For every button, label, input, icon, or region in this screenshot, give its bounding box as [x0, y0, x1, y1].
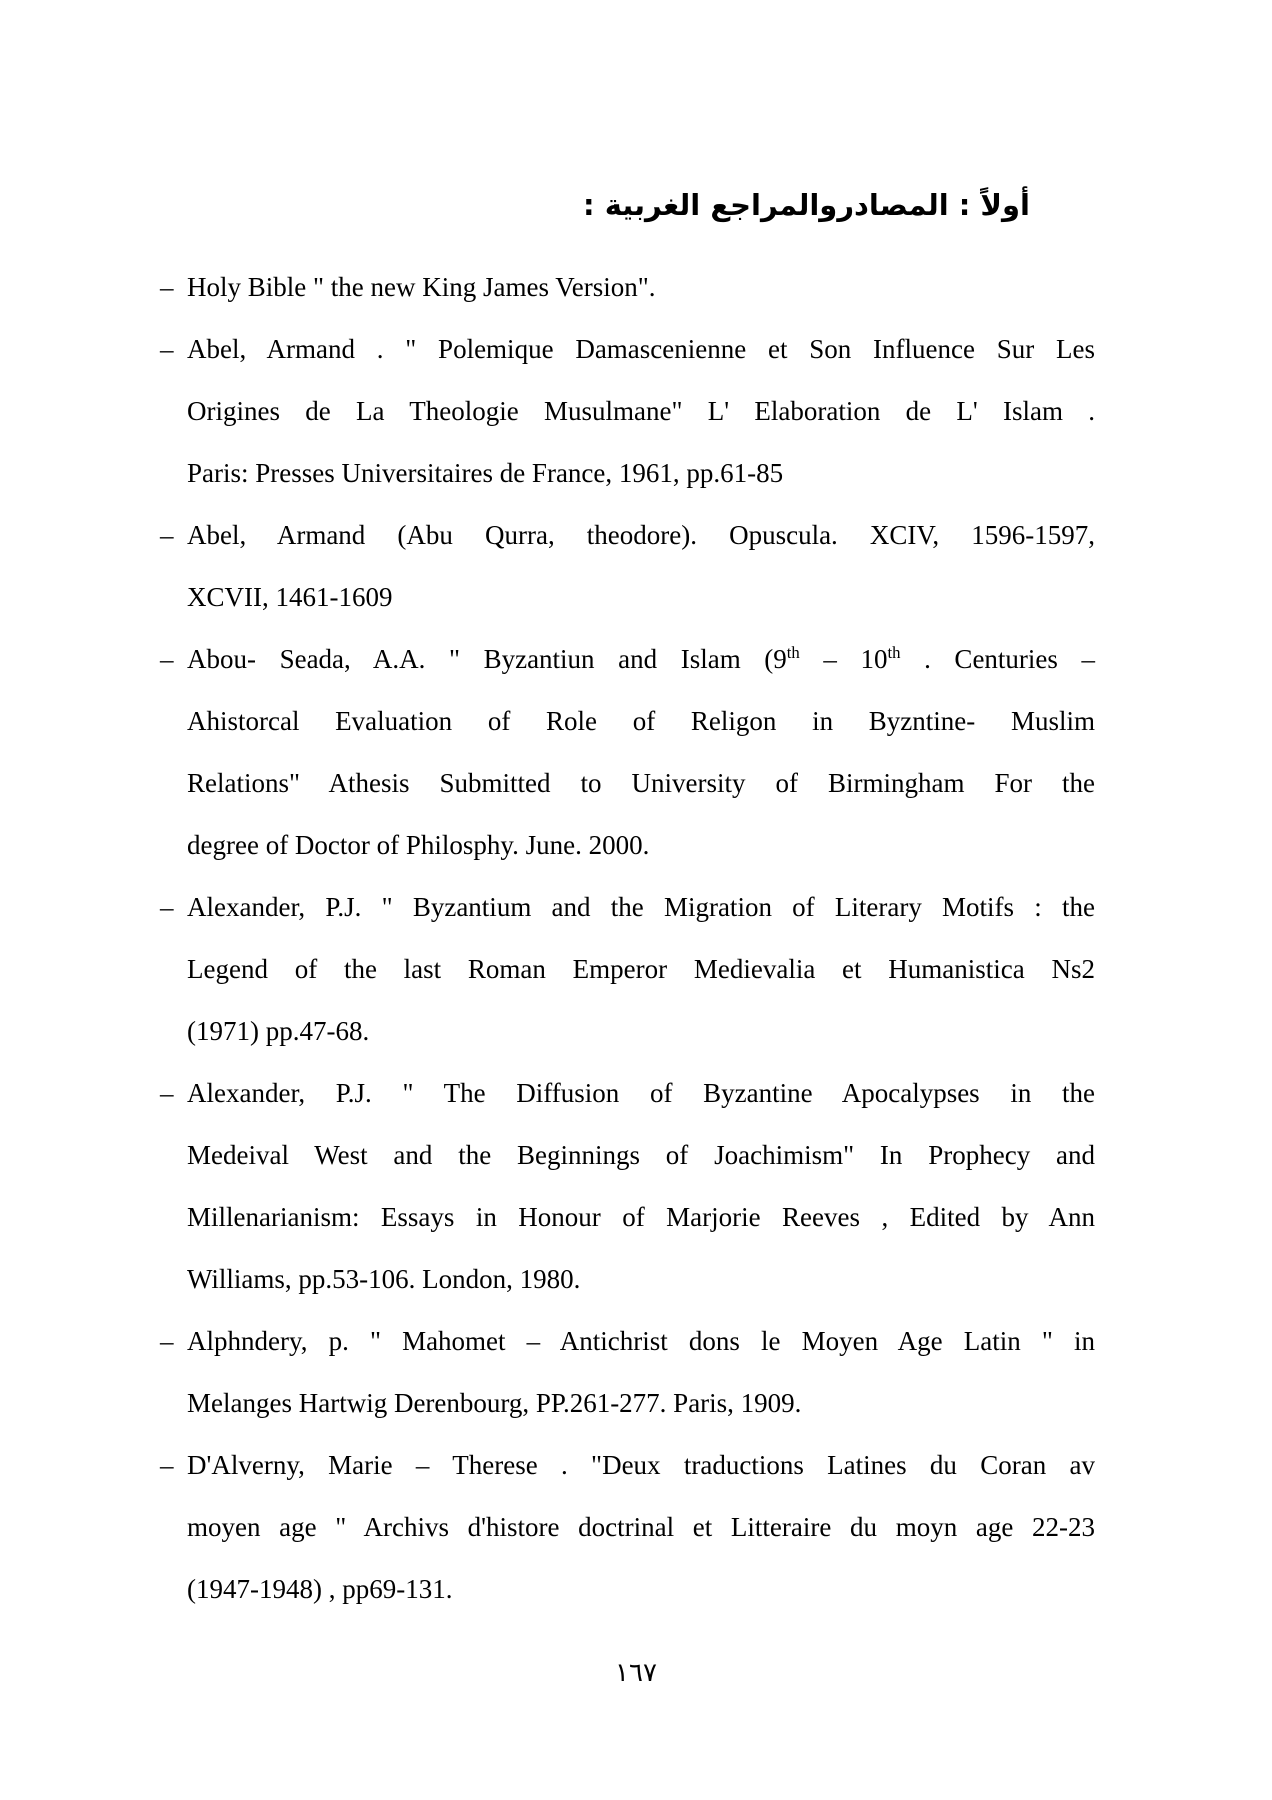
- entry-line: (1971) pp.47-68.: [187, 1016, 370, 1046]
- dash-bullet: –: [160, 272, 174, 302]
- entry-line: (1947-1948) , pp69-131.: [187, 1574, 453, 1604]
- page-number: ١٦٧: [615, 1658, 657, 1688]
- entry-line: Medeival West and the Beginnings of Joachimism" In Prophecy and: [187, 1140, 1095, 1170]
- dash-bullet: –: [160, 1078, 174, 1108]
- entry-line: moyen age " Archivs d'histore doctrinal et Litteraire du moyn age 22-23: [187, 1512, 1095, 1542]
- bibliography-entry: [160, 504, 1095, 628]
- bibliography-entry: [160, 256, 1095, 318]
- entry-line: Melanges Hartwig Derenbourg, PP.261-277. Paris, 1909.: [187, 1388, 802, 1418]
- bibliography-entry: [160, 318, 1095, 504]
- dash-bullet: –: [160, 520, 174, 550]
- entry-line: Williams, pp.53-106. London, 1980.: [187, 1264, 581, 1294]
- bibliography-entry: [160, 1062, 1095, 1310]
- entry-line: degree of Doctor of Philosphy. June. 2000.: [187, 830, 650, 860]
- entry-line: XCVII, 1461-1609: [187, 582, 393, 612]
- section-heading-arabic: أولاً : المصادروالمراجع الغربية :: [583, 188, 1030, 222]
- bibliography-entry: [160, 876, 1095, 1062]
- bibliography-entry: [160, 628, 1095, 876]
- entry-line: D'Alverny, Marie – Therese . "Deux traductions Latines du Coran av: [187, 1450, 1095, 1480]
- dash-bullet: –: [160, 892, 174, 922]
- entry-line: Alphndery, p. " Mahomet – Antichrist dons le Moyen Age Latin " in: [187, 1326, 1095, 1356]
- dash-bullet: –: [160, 644, 174, 674]
- entry-line: Alexander, P.J. " Byzantium and the Migration of Literary Motifs : the: [187, 892, 1095, 922]
- entry-line: Relations" Athesis Submitted to University of Birmingham For the: [187, 768, 1095, 798]
- entry-line: Ahistorcal Evaluation of Role of Religon in Byzntine- Muslim: [187, 706, 1095, 736]
- dash-bullet: –: [160, 1326, 174, 1356]
- entry-line: Abel, Armand . " Polemique Damascenienne et Son Influence Sur Les: [187, 334, 1095, 364]
- bibliography-entry: [160, 1434, 1095, 1620]
- entry-line: Legend of the last Roman Emperor Medievalia et Humanistica Ns2: [187, 954, 1095, 984]
- dash-bullet: –: [160, 334, 174, 364]
- entry-line: Paris: Presses Universitaires de France, 1961, pp.61-85: [187, 458, 784, 488]
- entry-line: Alexander, P.J. " The Diffusion of Byzantine Apocalypses in the: [187, 1078, 1095, 1108]
- entry-line: Abel, Armand (Abu Qurra, theodore). Opuscula. XCIV, 1596-1597,: [187, 520, 1095, 550]
- entry-line: Origines de La Theologie Musulmane" L' Elaboration de L' Islam .: [187, 396, 1095, 426]
- entry-line: Abou- Seada, A.A. " Byzantiun and Islam (9th – 10th . Centuries –: [187, 643, 1095, 674]
- bibliography-entry: [160, 1310, 1095, 1434]
- entry-line: Holy Bible " the new King James Version".: [187, 272, 656, 302]
- bibliography-list: [160, 256, 1095, 1620]
- dash-bullet: –: [160, 1450, 174, 1480]
- entry-line: Millenarianism: Essays in Honour of Marjorie Reeves , Edited by Ann: [187, 1202, 1095, 1232]
